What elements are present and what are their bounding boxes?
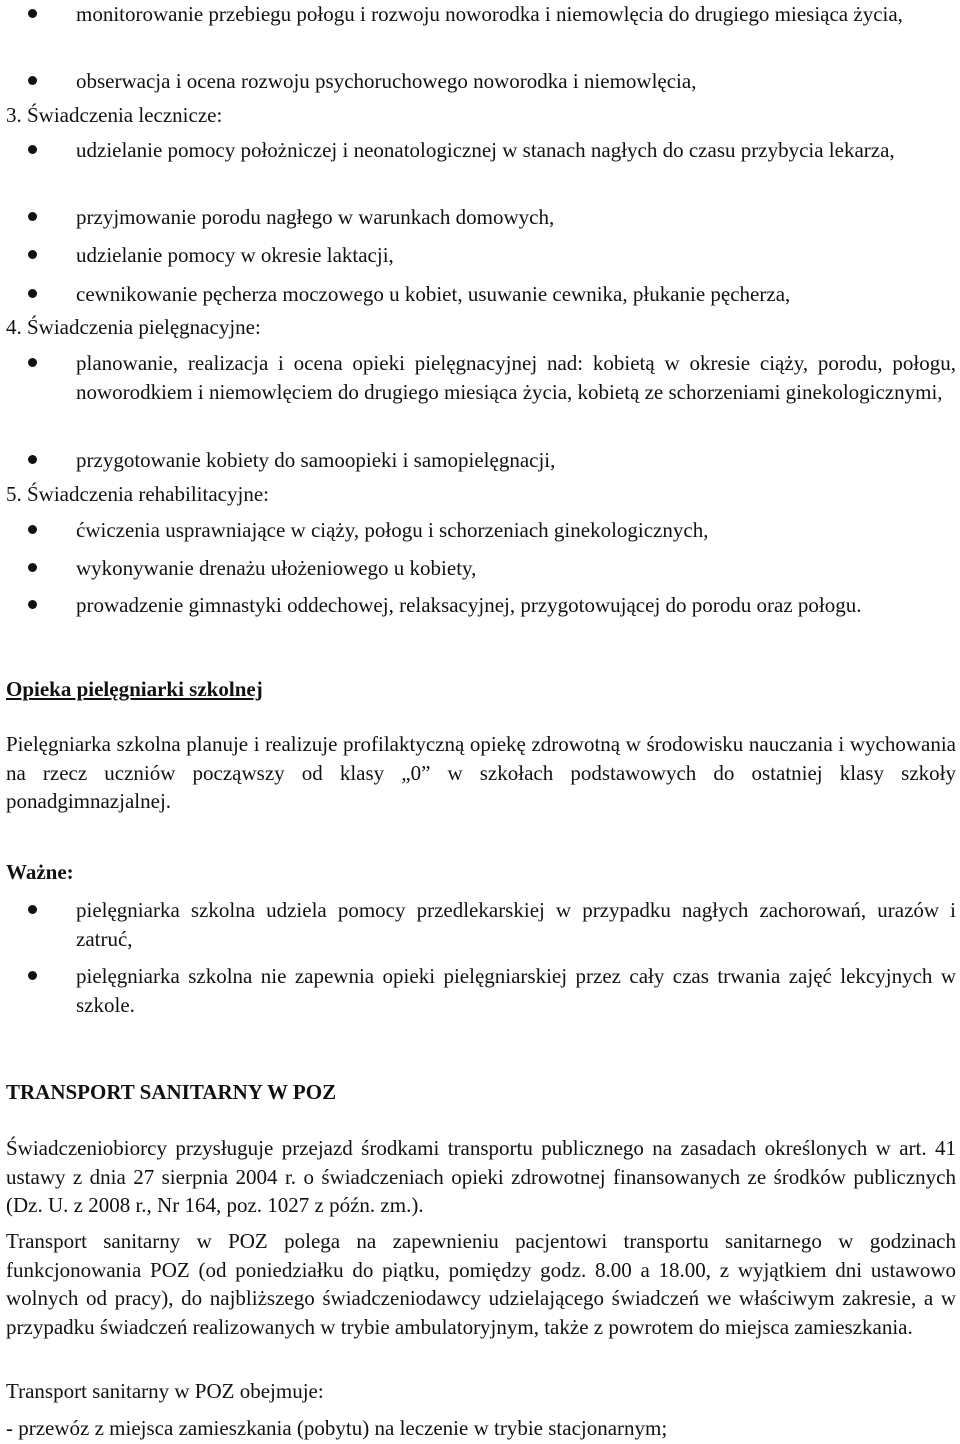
- list-item: monitorowanie przebiegu połogu i rozwoju noworodka i niemowlęcia do drugiego miesiąca życia,: [76, 2, 903, 26]
- important-label: Ważne:: [6, 860, 74, 884]
- list-item: pielęgniarka szkolna udziela pomocy przedlekarskiej w przypadku nagłych zachorowań, urazów i zatruć,: [76, 898, 956, 951]
- list-item: przyjmowanie porodu nagłego w warunkach domowych,: [76, 205, 555, 229]
- bullet-icon: [28, 600, 37, 609]
- list-item: ćwiczenia usprawniające w ciąży, połogu i schorzeniach ginekologicznych,: [76, 518, 709, 542]
- bullet-icon: [28, 525, 37, 534]
- list-item: obserwacja i ocena rozwoju psychoruchowego noworodka i niemowlęcia,: [76, 69, 697, 93]
- transport-paragraph-2: Transport sanitarny w POZ polega na zapewnieniu pacjentowi transportu sanitarnego w godzinach funkcjonowania POZ (od poniedziałku do piątku, pomiędzy godz. 8.00 a 18.00, z wyjątkiem dni ustawowo wolnych od pracy), do najbliższego świadczeniodawcy udzielającego świadczeń we właściwym zakresie, a w przypadku świadczeń realizowanych w trybie ambulatoryjnym, także z powrotem do miejsca zamieszkania.: [6, 1229, 956, 1339]
- list-item: wykonywanie drenażu ułożeniowego u kobiety,: [76, 556, 477, 580]
- list-item: przygotowanie kobiety do samoopieki i samopielęgnacji,: [76, 448, 556, 472]
- bullet-icon: [28, 9, 37, 18]
- transport-paragraph-1: Świadczeniobiorcy przysługuje przejazd środkami transportu publicznego na zasadach określonych w art. 41 ustawy z dnia 27 sierpnia 2004 r. o świadczeniach opieki zdrowotnej finansowanych ze środków publicznych (Dz. U. z 2008 r., Nr 164, poz. 1027 z późn. zm.).: [6, 1136, 956, 1217]
- section-heading: 4. Świadczenia pielęgnacyjne:: [6, 315, 261, 339]
- section-heading: 5. Świadczenia rehabilitacyjne:: [6, 482, 269, 506]
- transport-paragraph-3: Transport sanitarny w POZ obejmuje:: [6, 1379, 324, 1403]
- bullet-icon: [28, 250, 37, 259]
- list-item: prowadzenie gimnastyki oddechowej, relaksacyjnej, przygotowującej do porodu oraz połogu.: [76, 593, 862, 617]
- bullet-icon: [28, 563, 37, 572]
- bullet-icon: [28, 358, 37, 367]
- bullet-icon: [28, 145, 37, 154]
- bullet-icon: [28, 455, 37, 464]
- list-item: pielęgniarka szkolna nie zapewnia opieki pielęgniarskiej przez cały czas trwania zajęć lekcyjnych w szkole.: [76, 964, 956, 1017]
- school-heading: Opieka pielęgniarki szkolnej: [6, 677, 263, 701]
- bullet-icon: [28, 212, 37, 221]
- transport-paragraph-4: - przewóz z miejsca zamieszkania (pobytu) na leczenie w trybie stacjonarnym;: [6, 1416, 668, 1440]
- list-item: udzielanie pomocy w okresie laktacji,: [76, 243, 394, 267]
- list-item: udzielanie pomocy położniczej i neonatologicznej w stanach nagłych do czasu przybycia lekarza,: [76, 138, 895, 162]
- bullet-icon: [28, 76, 37, 85]
- transport-heading: TRANSPORT SANITARNY W POZ: [6, 1080, 337, 1104]
- bullet-icon: [28, 905, 37, 914]
- section-heading: 3. Świadczenia lecznicze:: [6, 103, 223, 127]
- list-item: planowanie, realizacja i ocena opieki pielęgnacyjnej nad: kobietą w okresie ciąży, porodu, połogu, noworodkiem i niemowlęciem do drugiego miesiąca życia, kobietą ze schorzeniami ginekologicznymi,: [76, 351, 956, 404]
- list-item: cewnikowanie pęcherza moczowego u kobiet, usuwanie cewnika, płukanie pęcherza,: [76, 282, 791, 306]
- school-paragraph: Pielęgniarka szkolna planuje i realizuje profilaktyczną opiekę zdrowotną w środowisku nauczania i wychowania na rzecz uczniów począwszy od klasy „0” w szkołach podstawowych do ostatniej klasy szkoły ponadgimnazjalnej.: [6, 732, 956, 813]
- bullet-icon: [28, 971, 37, 980]
- bullet-icon: [28, 289, 37, 298]
